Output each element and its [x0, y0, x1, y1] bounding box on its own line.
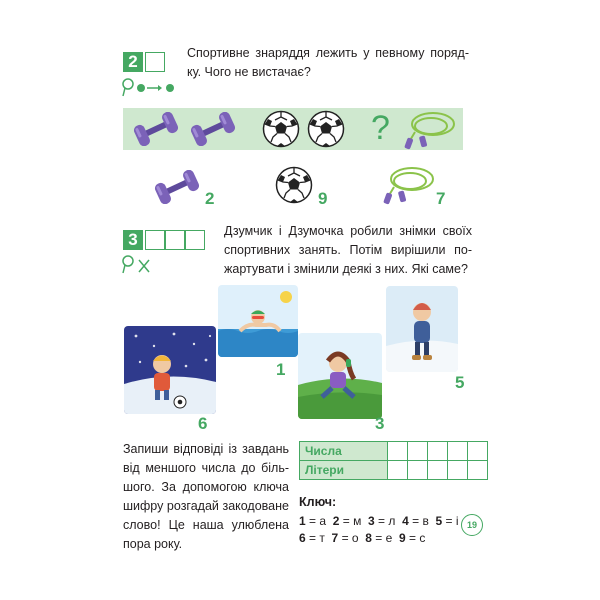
answer-cell[interactable] — [388, 442, 408, 461]
soccer-ball-icon — [275, 166, 313, 204]
dumbbell-icon — [152, 170, 202, 204]
answer-cell[interactable] — [448, 461, 468, 480]
photo-winter-walk[interactable] — [386, 286, 458, 372]
cipher-key-line-2: 6 = т 7 = о 8 = е 9 = с — [299, 531, 426, 545]
task-3-answer-box[interactable] — [145, 230, 165, 250]
task-2-text: Спортивне знаряддя лежить у певному поряд-ку. Чого не вистачає? — [187, 46, 469, 79]
key-letter: л — [388, 514, 396, 528]
key-letter: і — [455, 514, 459, 528]
photo-label: 1 — [276, 360, 286, 379]
row-header-numbers: Числа — [300, 442, 388, 461]
table-row — [300, 461, 488, 480]
key-letter: м — [353, 514, 362, 528]
task-3-text: Дзумчик і Дзумочка робили знімки своїх спортивних занять. Потім вирішили по-жартувати і змінили деякі з них. Які саме? — [224, 224, 472, 276]
answer-cell[interactable] — [448, 442, 468, 461]
photo-soccer-in-snow[interactable] — [124, 326, 216, 414]
photo-sitting-in-grass[interactable] — [298, 333, 382, 419]
final-task-text: Запиши відповіді із завдань від меншого числа до біль-шого. За допомогою ключа шифру розгадай закодоване слово! Це наша улюблена пора року. — [123, 442, 289, 551]
jump-rope-icon — [403, 108, 457, 152]
option-label: 9 — [318, 189, 328, 208]
key-number: 7 — [331, 531, 339, 545]
dumbbell-icon — [189, 112, 237, 146]
answer-cell[interactable] — [408, 442, 428, 461]
task-3-answer-box[interactable] — [165, 230, 185, 250]
answer-table — [299, 441, 488, 480]
key-letter: в — [422, 514, 429, 528]
cipher-key-title: Ключ: — [299, 495, 337, 509]
page-number: 19 — [461, 514, 483, 536]
table-row — [300, 442, 488, 461]
key-number: 5 — [435, 514, 443, 528]
key-number: 2 — [332, 514, 340, 528]
cipher-key-line-1: 1 = а 2 = м 3 = л 4 = в 5 = і — [299, 514, 459, 528]
answer-cell[interactable] — [388, 461, 408, 480]
answer-cell[interactable] — [468, 461, 488, 480]
photo-label: 5 — [455, 373, 465, 392]
task-2-answer-box[interactable] — [145, 52, 165, 72]
key-letter: а — [319, 514, 327, 528]
soccer-ball-icon — [307, 110, 345, 148]
key-number: 3 — [368, 514, 375, 528]
missing-item-question-mark: ? — [371, 109, 390, 147]
answer-cell[interactable] — [408, 461, 428, 480]
soccer-ball-icon — [262, 110, 300, 148]
jump-rope-icon — [382, 163, 436, 207]
key-letter: т — [319, 531, 325, 545]
photo-label: 3 — [375, 414, 385, 433]
dumbbell-icon — [132, 112, 180, 146]
answer-cell[interactable] — [428, 461, 448, 480]
answer-cell[interactable] — [428, 442, 448, 461]
sequence-hint-icon — [121, 77, 181, 99]
answer-cell[interactable] — [468, 442, 488, 461]
key-number: 1 — [299, 514, 306, 528]
find-difference-hint-icon — [121, 254, 157, 276]
task-2-number: 2 — [123, 52, 143, 72]
key-number: 6 — [299, 531, 306, 545]
key-number: 9 — [399, 531, 406, 545]
task-3-answer-box[interactable] — [185, 230, 205, 250]
key-letter: о — [351, 531, 359, 545]
key-number: 4 — [402, 514, 409, 528]
key-number: 8 — [365, 531, 372, 545]
row-header-letters: Літери — [300, 461, 388, 480]
key-letter: с — [419, 531, 426, 545]
photo-swimming[interactable] — [218, 285, 298, 357]
option-label: 7 — [436, 189, 446, 208]
task-3-number: 3 — [123, 230, 143, 250]
key-letter: е — [385, 531, 393, 545]
photo-label: 6 — [198, 414, 208, 433]
option-label: 2 — [205, 189, 215, 208]
